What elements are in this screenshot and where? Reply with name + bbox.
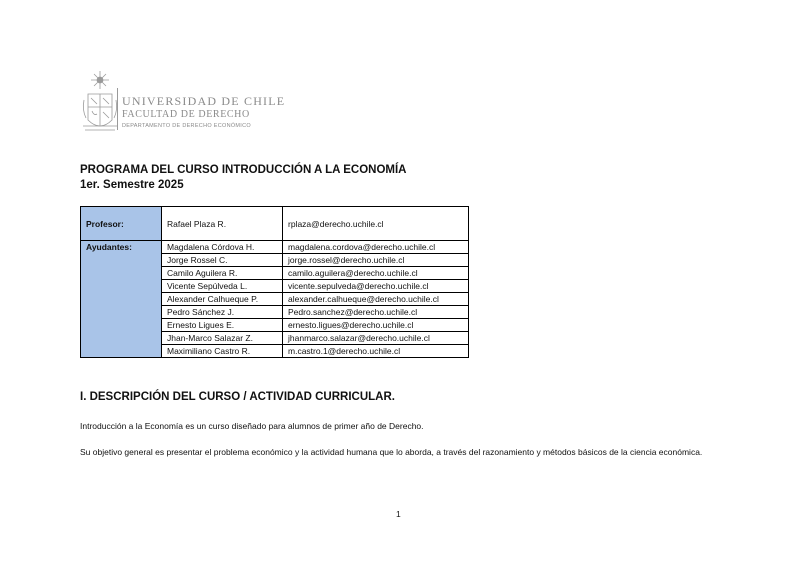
assistant-name: Jhan-Marco Salazar Z.: [162, 332, 283, 345]
assistant-name: Ernesto Ligues E.: [162, 319, 283, 332]
course-title: PROGRAMA DEL CURSO INTRODUCCIÓN A LA ECONOMÍA: [80, 164, 407, 176]
staff-table: [80, 206, 469, 358]
assistant-name: Magdalena Córdova H.: [162, 241, 283, 254]
assistant-name: Pedro Sánchez J.: [162, 306, 283, 319]
assistant-email: jorge.rossel@derecho.uchile.cl: [283, 254, 469, 267]
assistant-email: camilo.aguilera@derecho.uchile.cl: [283, 267, 469, 280]
assistant-name: Jorge Rossel C.: [162, 254, 283, 267]
assistant-name: Vicente Sepúlveda L.: [162, 280, 283, 293]
assistant-email: Pedro.sanchez@derecho.uchile.cl: [283, 306, 469, 319]
assistant-email: magdalena.cordova@derecho.uchile.cl: [283, 241, 469, 254]
professor-email: rplaza@derecho.uchile.cl: [283, 207, 469, 241]
course-semester: 1er. Semestre 2025: [80, 179, 184, 191]
logo-university: UNIVERSIDAD DE CHILE: [122, 94, 286, 108]
page-number: 1: [396, 509, 401, 519]
assistant-email: m.castro.1@derecho.uchile.cl: [283, 345, 469, 358]
logo-text: [122, 94, 285, 129]
assistant-email: jhanmarco.salazar@derecho.uchile.cl: [283, 332, 469, 345]
professor-name: Rafael Plaza R.: [162, 207, 283, 241]
description-paragraph-2: Su objetivo general es presentar el problema económico y la actividad humana que lo aborda, a través del razonamiento y métodos básicos de la ciencia económica.: [80, 447, 703, 457]
university-seal-icon: [80, 70, 120, 140]
assistant-email: ernesto.ligues@derecho.uchile.cl: [283, 319, 469, 332]
section-heading: I. DESCRIPCIÓN DEL CURSO / ACTIVIDAD CURRICULAR.: [80, 391, 395, 403]
assistant-name: Camilo Aguilera R.: [162, 267, 283, 280]
assistant-email: vicente.sepulveda@derecho.uchile.cl: [283, 280, 469, 293]
course-title-block: [80, 163, 406, 193]
logo-faculty: FACULTAD DE DERECHO: [122, 109, 250, 120]
assistant-row: [81, 241, 469, 254]
logo-department: DEPARTAMENTO DE DERECHO ECONÓMICO: [122, 123, 251, 129]
assistant-name: Maximiliano Castro R.: [162, 345, 283, 358]
assistants-label: Ayudantes:: [81, 241, 162, 358]
description-paragraph-1: Introducción a la Economía es un curso diseñado para alumnos de primer año de Derecho.: [80, 421, 424, 431]
assistant-email: alexander.calhueque@derecho.uchile.cl: [283, 293, 469, 306]
assistant-name: Alexander Calhueque P.: [162, 293, 283, 306]
professor-label: Profesor:: [81, 207, 162, 241]
professor-row: [81, 207, 469, 241]
